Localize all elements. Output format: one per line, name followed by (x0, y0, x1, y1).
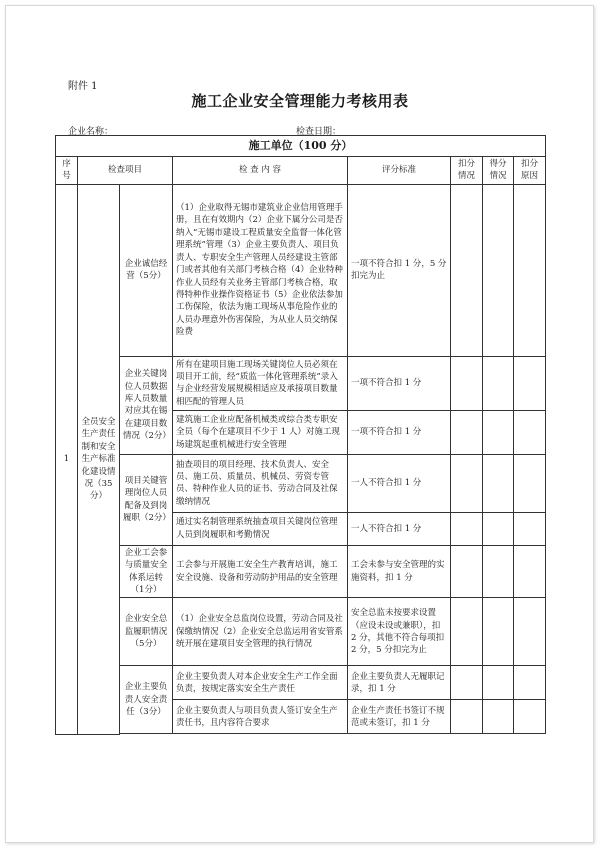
criteria-cell: 一项不符合扣 1 分 (348, 410, 451, 454)
deduct-case-cell[interactable] (451, 700, 483, 734)
deduct-reason-cell[interactable] (514, 512, 546, 545)
deduct-reason-cell[interactable] (514, 454, 546, 512)
subitem-cell: 企业诚信经营（5分） (120, 184, 173, 356)
table-row (56, 545, 546, 598)
subitem-cell: 企业主要负责人安全责任（3分） (120, 666, 173, 734)
deduct-reason-cell[interactable] (514, 598, 546, 666)
score-case-cell[interactable] (483, 666, 514, 700)
table-row (56, 666, 546, 700)
header-deduct-case: 扣分情况 (451, 157, 483, 185)
assessment-table (55, 135, 546, 735)
content-cell: （1）企业安全总监岗位设置，劳动合同及社保缴纳情况（2）企业安全总监运用省安管系统开展在建项目安全管理的执行情况 (173, 598, 348, 666)
header-deduct-reason: 扣分原因 (514, 157, 546, 185)
subitem-cell: 企业关键岗位人员数据库人员数量对应其在锡在建项目数情况（2分） (120, 356, 173, 454)
content-cell: 企业主要负责人对本企业安全生产工作全面负责，按规定落实安全生产责任 (173, 666, 348, 700)
deduct-reason-cell[interactable] (514, 666, 546, 700)
row-number: 1 (56, 184, 78, 734)
deduct-case-cell[interactable] (451, 454, 483, 512)
criteria-cell: 一人不符合扣 1 分 (348, 454, 451, 512)
content-cell: 所有在建项目施工现场关键岗位人员必须在项目开工前，经“质监一体化管理系统”录入与企业经营发展规模相适应及承接项目数量相匹配的管理人员 (173, 356, 348, 410)
content-cell: 建筑施工企业应配备机械类或综合类专职安全员（每个在建项目不少于 1 人）对施工现场建筑起重机械进行安全管理 (173, 410, 348, 454)
criteria-cell: 工会未参与安全管理的实施资料，扣 1 分 (348, 545, 451, 598)
inspection-date-label: 检查日期： (296, 127, 342, 137)
criteria-cell: 一项不符合扣 1 分，5 分扣完为止 (348, 184, 451, 356)
content-cell: （1）企业取得无锡市建筑业企业信用管理手册，且在有效期内（2）企业下属分公司是否纳入“无锡市建设工程质量安全监督一体化管理系统”管理（3）企业主要负责人、项目负责人、专职安全生产管理人员经建设主管部门或者其他有关部门考核合格（4）企业特种作业人员经有关业务主管部门考核合格，取得特种作业操作资格证书（5）企业依法参加工伤保险，依法为施工现场从事危险作业的人员办理意外伤害保险，为从业人员交纳保险费 (173, 184, 348, 356)
score-case-cell[interactable] (483, 356, 514, 410)
deduct-case-cell[interactable] (451, 184, 483, 356)
score-case-cell[interactable] (483, 545, 514, 598)
content-cell: 抽查项目的项目经理、技术负责人、安全员、施工员、质量员、机械员、劳资专管员、特种作业人员的证书、劳动合同及社保缴纳情况 (173, 454, 348, 512)
deduct-case-cell[interactable] (451, 410, 483, 454)
content-cell: 通过实名制管理系统抽查项目关键岗位管理人员到岗履职和考勤情况 (173, 512, 348, 545)
header-item: 检查项目 (78, 157, 173, 185)
header-content: 检 查 内 容 (173, 157, 348, 185)
section-title: 施工单位（100 分） (56, 136, 546, 157)
score-case-cell[interactable] (483, 512, 514, 545)
criteria-cell: 企业生产责任书签订不规范或未签订，扣 1 分 (348, 700, 451, 734)
company-name-label: 企业名称： (68, 127, 114, 137)
score-case-cell[interactable] (483, 454, 514, 512)
deduct-reason-cell[interactable] (514, 545, 546, 598)
deduct-case-cell[interactable] (451, 666, 483, 700)
header-no: 序号 (56, 157, 78, 185)
category-cell: 全员安全生产责任制和安全生产标准化建设情况（35 分） (78, 184, 120, 734)
deduct-reason-cell[interactable] (514, 700, 546, 734)
subitem-cell: 企业工会参与质量安全体系运转（1分） (120, 545, 173, 598)
deduct-case-cell[interactable] (451, 356, 483, 410)
criteria-cell: 企业主要负责人无履职记录，扣 1 分 (348, 666, 451, 700)
deduct-case-cell[interactable] (451, 512, 483, 545)
table-row (56, 454, 546, 512)
subitem-cell: 企业安全总监履职情况（5分） (120, 598, 173, 666)
criteria-cell: 一项不符合扣 1 分 (348, 356, 451, 410)
document-title: 施工企业安全管理能力考核用表 (191, 92, 409, 110)
table-row (56, 184, 546, 356)
header-criteria: 评分标准 (348, 157, 451, 185)
score-case-cell[interactable] (483, 598, 514, 666)
deduct-case-cell[interactable] (451, 545, 483, 598)
subitem-cell: 项目关键管理岗位人员配备及到岗履职（2分） (120, 454, 173, 545)
deduct-reason-cell[interactable] (514, 410, 546, 454)
header-score-case: 得分情况 (483, 157, 514, 185)
table-row (56, 356, 546, 410)
score-case-cell[interactable] (483, 700, 514, 734)
attachment-label: 附件 1 (68, 81, 98, 92)
deduct-reason-cell[interactable] (514, 356, 546, 410)
score-case-cell[interactable] (483, 410, 514, 454)
content-cell: 企业主要负责人与项目负责人签订安全生产责任书，且内容符合要求 (173, 700, 348, 734)
table-row (56, 598, 546, 666)
table-header-row (56, 157, 546, 185)
deduct-reason-cell[interactable] (514, 184, 546, 356)
deduct-case-cell[interactable] (451, 598, 483, 666)
criteria-cell: 一人不符合扣 1 分 (348, 512, 451, 545)
content-cell: 工会参与开展施工安全生产教育培训，施工安全设施、设备和劳动防护用品的安全管理 (173, 545, 348, 598)
criteria-cell: 安全总监未按要求设置（应设未设或兼职），扣 2 分，其他不符合每项扣 2 分，5 分扣完为止 (348, 598, 451, 666)
score-case-cell[interactable] (483, 184, 514, 356)
